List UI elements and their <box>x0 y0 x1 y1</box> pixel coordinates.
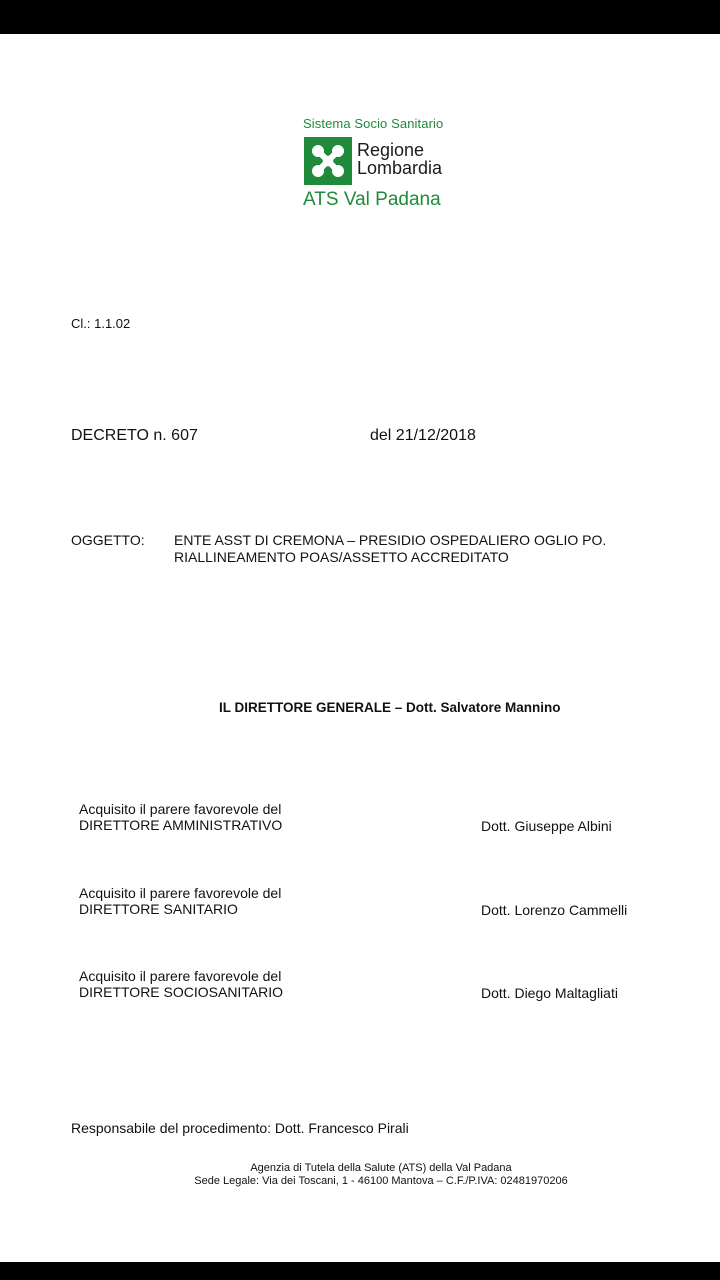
approver-name-3: Dott. Diego Maltagliati <box>481 985 618 1001</box>
approval-text-2 <box>79 885 281 917</box>
approval-text-3 <box>79 968 283 1000</box>
approval-line-3: Acquisito il parere favorevole del <box>79 968 282 984</box>
logo-region-line1: Regione <box>357 140 425 160</box>
logo-region-name <box>357 141 442 177</box>
footer <box>0 1162 720 1188</box>
footer-line-1: Agenzia di Tutela della Salute (ATS) della Val Padana <box>250 1162 512 1174</box>
subject-label: OGGETTO: <box>71 532 145 548</box>
approval-text-1 <box>79 801 282 833</box>
decree-number: DECRETO n. 607 <box>71 427 198 444</box>
classification: Cl.: 1.1.02 <box>71 316 131 331</box>
logo-system-text: Sistema Socio Sanitario <box>303 116 444 131</box>
approval-role-1: DIRETTORE AMMINISTRATIVO <box>79 817 283 833</box>
logo-agency-name: ATS Val Padana <box>303 189 441 210</box>
subject-line-1: ENTE ASST DI CREMONA – PRESIDIO OSPEDALIERO OGLIO PO. <box>174 532 607 548</box>
document-page <box>0 34 720 1262</box>
approval-line-2: Acquisito il parere favorevole del <box>79 885 282 901</box>
navigation-bar <box>0 1262 720 1280</box>
status-bar <box>0 0 720 34</box>
logo-region-line2: Lombardia <box>357 158 443 178</box>
footer-line-2: Sede Legale: Via dei Toscani, 1 - 46100 Mantova – C.F./P.IVA: 02481970206 <box>194 1175 568 1187</box>
subject-text <box>174 532 606 566</box>
responsible-officer: Responsabile del procedimento: Dott. Francesco Pirali <box>71 1120 409 1136</box>
approval-role-2: DIRETTORE SANITARIO <box>79 901 238 917</box>
approval-line-1: Acquisito il parere favorevole del <box>79 801 282 817</box>
director-general: IL DIRETTORE GENERALE – Dott. Salvatore Mannino <box>219 700 561 715</box>
approval-role-3: DIRETTORE SOCIOSANITARIO <box>79 984 284 1000</box>
approver-name-1: Dott. Giuseppe Albini <box>481 818 612 834</box>
decree-date: del 21/12/2018 <box>370 427 476 444</box>
approver-name-2: Dott. Lorenzo Cammelli <box>481 902 628 918</box>
subject-line-2: RIALLINEAMENTO POAS/ASSETTO ACCREDITATO <box>174 549 509 565</box>
regione-lombardia-logo-icon <box>304 137 352 185</box>
